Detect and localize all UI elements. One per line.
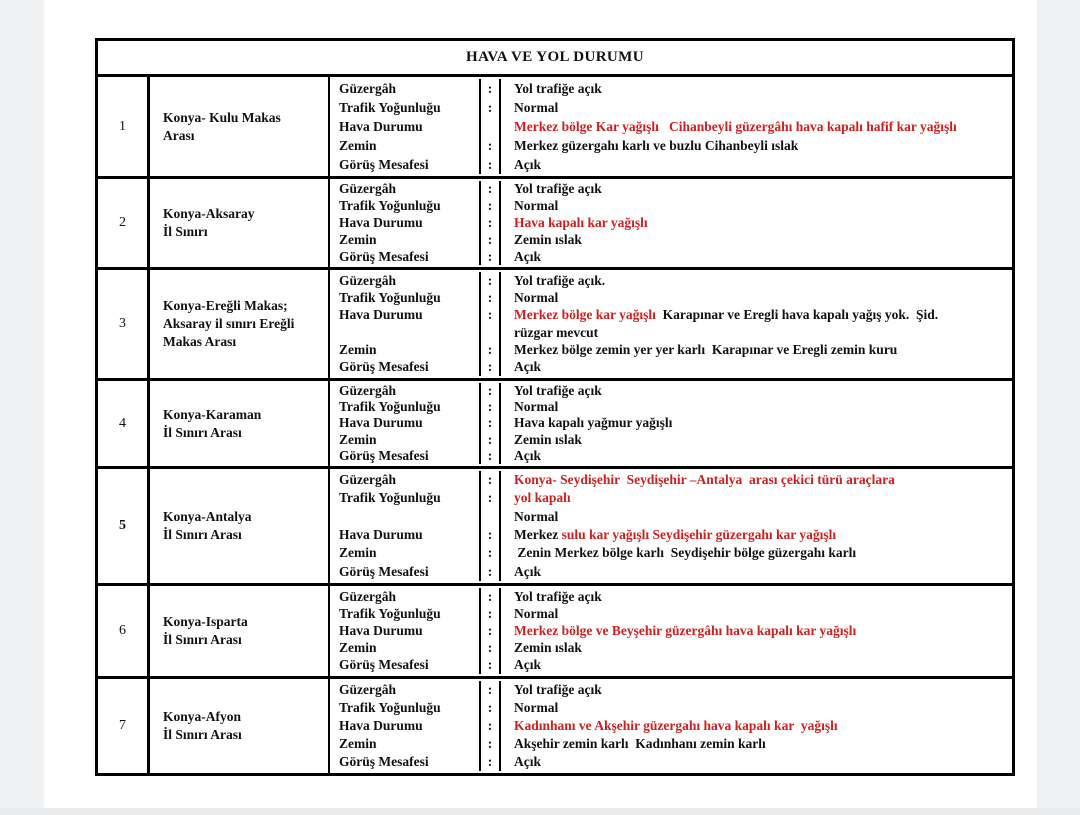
route-name [150,679,330,773]
route-line: İl Sınırı Arası [163,424,242,440]
field-label: Zemin [330,432,481,448]
field-label [330,508,481,526]
value-segment: Yol trafiğe açık [514,80,602,96]
field-label: Güzergâh [330,588,481,605]
value-segment-alert: Merkez bölge kar yağışlı [514,307,656,323]
colon-separator: : [481,753,501,771]
field-value [501,248,1012,265]
colon-separator: : [481,448,501,464]
route-name [150,381,330,466]
value-segment: Açık [514,563,541,579]
field-value [501,699,1012,717]
field-value [501,289,1012,306]
table-row [98,469,1012,586]
colon-separator: : [481,359,501,376]
value-segment: Yol trafiğe açık [514,588,602,604]
table-row [98,381,1012,469]
colon-separator: : [481,215,501,232]
value-segment: Normal [514,508,559,524]
route-line: Konya-Afyon [163,709,242,724]
field-label: Hava Durumu [330,622,481,639]
value-segment: Açık [514,248,541,264]
colon-separator: : [481,198,501,215]
row-details [330,270,1012,378]
value-segment: Açık [514,657,541,673]
value-segment: Normal [514,289,559,305]
field-value [501,324,1012,341]
field-value [501,717,1012,735]
route-line: Konya-Karaman [163,406,262,422]
value-segment-alert: Konya- Seydişehir Seydişehir –Antalya arası çekici türü araçlara [514,472,895,488]
colon-separator: : [481,289,501,306]
colon-separator: : [481,471,501,489]
table-title: HAVA VE YOL DURUMU [98,41,1012,77]
value-segment: Normal [514,99,559,115]
field-label: Görüş Mesafesi [330,448,481,464]
field-value [501,198,1012,215]
field-label: Güzergâh [330,681,481,699]
route-name [150,469,330,583]
colon-separator: : [481,657,501,674]
field-value [501,383,1012,399]
table-row [98,679,1012,773]
colon-separator: : [481,307,501,324]
colon-separator: : [481,717,501,735]
colon-separator: : [481,489,501,507]
field-label: Zemin [330,231,481,248]
value-segment: Açık [514,156,541,172]
field-label: Trafik Yoğunluğu [330,489,481,507]
value-segment: rüzgar mevcut [514,324,599,340]
field-value [501,432,1012,448]
value-segment: Açık [514,359,541,375]
colon-separator: : [481,622,501,639]
field-label: Hava Durumu [330,215,481,232]
route-line: Arası [163,127,195,143]
colon-separator: : [481,699,501,717]
row-number: 6 [98,586,150,676]
value-segment-alert: Merkez bölge Kar yağışlı Cihanbeyli güzergâhı hava kapalı hafif kar yağışlı [514,118,957,134]
value-segment-alert: yol kapalı [514,490,571,506]
page-gutter-right [1037,0,1080,815]
field-label: Hava Durumu [330,307,481,324]
colon-separator: : [481,98,501,117]
field-value [501,544,1012,562]
value-segment: Açık [514,754,541,769]
field-label: Görüş Mesafesi [330,753,481,771]
field-label: Görüş Mesafesi [330,359,481,376]
table-row [98,179,1012,270]
value-segment: Yol trafiğe açık [514,181,602,197]
row-number: 7 [98,679,150,773]
value-segment: Açık [514,447,541,463]
field-value [501,341,1012,358]
colon-separator: : [481,563,501,581]
field-label: Hava Durumu [330,117,481,136]
row-details [330,586,1012,676]
field-label: Güzergâh [330,79,481,98]
colon-separator: : [481,735,501,753]
field-label: Trafik Yoğunluğu [330,605,481,622]
colon-separator: : [481,605,501,622]
field-label: Güzergâh [330,383,481,399]
row-details [330,679,1012,773]
value-segment: Merkez [514,527,562,543]
row-details [330,77,1012,176]
field-label: Zemin [330,735,481,753]
value-segment: Yol trafiğe açık [514,383,602,399]
field-value [501,753,1012,771]
page-gutter-left [0,0,44,815]
value-segment: Zemin ıslak [514,231,582,247]
field-value [501,215,1012,232]
field-value [501,489,1012,507]
colon-separator: : [481,415,501,431]
row-details [330,381,1012,466]
colon-separator: : [481,231,501,248]
route-line: İl Sınırı Arası [163,727,242,742]
field-value [501,136,1012,155]
colon-separator: : [481,136,501,155]
field-value [501,526,1012,544]
field-label: Zemin [330,341,481,358]
field-value [501,735,1012,753]
value-segment-alert: Kadınhanı ve Akşehir güzergahı hava kapalı kar yağışlı [514,718,838,733]
value-segment: Normal [514,700,559,715]
field-label: Hava Durumu [330,717,481,735]
field-value [501,588,1012,605]
route-line: Konya-Ereğli Makas; [163,298,288,313]
colon-separator: : [481,399,501,415]
field-value [501,563,1012,581]
row-details [330,469,1012,583]
field-label: Zemin [330,640,481,657]
field-value [501,117,1012,136]
colon-separator: : [481,383,501,399]
colon-separator: : [481,588,501,605]
colon-separator: : [481,432,501,448]
field-label: Hava Durumu [330,526,481,544]
field-label: Trafik Yoğunluğu [330,198,481,215]
colon-separator: : [481,681,501,699]
field-value [501,399,1012,415]
value-segment: Yol trafiğe açık. [514,272,606,288]
row-number: 3 [98,270,150,378]
field-label: Zemin [330,136,481,155]
route-name [150,270,330,378]
field-label: Görüş Mesafesi [330,155,481,174]
row-number: 4 [98,381,150,466]
value-segment-alert: Hava kapalı kar yağışlı [514,214,648,230]
field-value [501,79,1012,98]
route-line: İl Sınırı Arası [163,632,242,647]
field-value [501,231,1012,248]
route-line: Konya- Kulu Makas [163,109,281,125]
field-value [501,681,1012,699]
value-segment: Hava kapalı yağmur yağışlı [514,415,673,431]
route-line: Konya-Antalya [163,509,252,524]
field-value [501,605,1012,622]
colon-separator: : [481,640,501,657]
colon-separator: : [481,272,501,289]
colon-separator: : [481,526,501,544]
colon-separator: : [481,155,501,174]
colon-separator: : [481,544,501,562]
field-label [330,324,481,341]
field-value [501,272,1012,289]
field-label: Hava Durumu [330,415,481,431]
field-label: Trafik Yoğunluğu [330,399,481,415]
route-line: İl Sınırı [163,224,208,239]
field-value [501,155,1012,174]
value-segment: Zemin ıslak [514,431,582,447]
field-label: Trafik Yoğunluğu [330,699,481,717]
colon-separator [481,324,501,341]
field-value [501,98,1012,117]
field-value [501,657,1012,674]
field-label: Zemin [330,544,481,562]
colon-separator: : [481,79,501,98]
route-line: İl Sınırı Arası [163,527,242,542]
colon-separator: : [481,341,501,358]
value-segment-alert: Merkez bölge ve Beyşehir güzergâhı hava kapalı kar yağışlı [514,622,857,638]
colon-separator [481,117,501,136]
field-value [501,471,1012,489]
table-row [98,586,1012,679]
route-name [150,586,330,676]
field-value [501,359,1012,376]
field-label: Görüş Mesafesi [330,563,481,581]
colon-separator: : [481,181,501,198]
value-segment: Zenin Merkez bölge karlı Seydişehir bölge güzergahı karlı [514,545,857,561]
route-name [150,179,330,267]
field-label: Güzergâh [330,471,481,489]
field-label: Trafik Yoğunluğu [330,98,481,117]
value-segment: Zemin ıslak [514,640,582,656]
row-details [330,179,1012,267]
row-number: 1 [98,77,150,176]
value-segment: Karapınar ve Eregli hava kapalı yağış yok. Şid. [655,307,939,323]
row-number: 5 [98,469,150,583]
value-segment-alert: sulu kar yağışlı Seydişehir güzergahı kar yağışlı [561,527,837,543]
table-row [98,77,1012,179]
field-value [501,181,1012,198]
route-line: Konya-Isparta [163,614,248,629]
value-segment: Normal [514,399,559,415]
table-row [98,270,1012,381]
value-segment: Akşehir zemin karlı Kadınhanı zemin karlı [514,736,766,751]
colon-separator: : [481,248,501,265]
field-label: Görüş Mesafesi [330,657,481,674]
colon-separator [481,508,501,526]
field-label: Güzergâh [330,181,481,198]
field-value [501,448,1012,464]
row-number: 2 [98,179,150,267]
value-segment: Merkez güzergahı karlı ve buzlu Cihanbeyli ıslak [514,137,799,153]
route-line: Konya-Aksaray [163,206,255,221]
route-name [150,77,330,176]
value-segment: Yol trafiğe açık [514,682,602,697]
weather-road-table [95,38,1015,776]
route-line: Aksaray il sınırı Ereğli [163,316,295,331]
field-value [501,640,1012,657]
field-label: Görüş Mesafesi [330,248,481,265]
field-value [501,622,1012,639]
value-segment: Normal [514,605,559,621]
field-value [501,508,1012,526]
field-value [501,415,1012,431]
value-segment: Normal [514,198,559,214]
value-segment: Merkez bölge zemin yer yer karlı Karapınar ve Eregli zemin kuru [514,341,898,357]
field-label: Güzergâh [330,272,481,289]
field-value [501,307,1012,324]
page-bottom-edge [0,808,1080,815]
route-line: Makas Arası [163,334,237,349]
field-label: Trafik Yoğunluğu [330,289,481,306]
